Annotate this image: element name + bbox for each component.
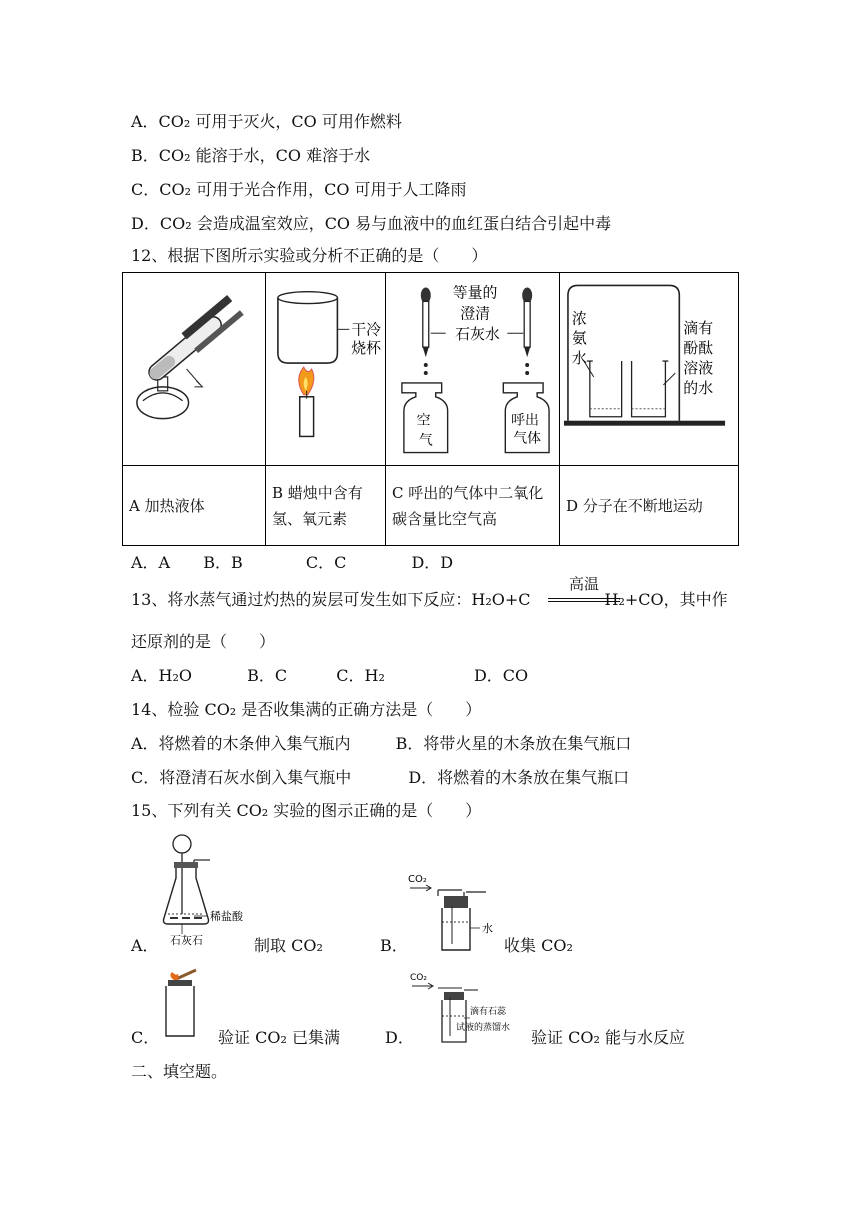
q13-choice-b: B．C — [247, 666, 288, 685]
litmus-label — [456, 1005, 510, 1033]
fig-dry-cold-cup — [266, 273, 386, 466]
q15-option-d-text: 验证 CO₂ 能与水反应 — [531, 1028, 685, 1047]
ammonia-label: 浓 氨 水 — [571, 309, 587, 368]
q14-row1 — [131, 733, 631, 755]
co2-label-d: CO₂ — [410, 973, 427, 983]
fig-limewater-comparison — [386, 273, 560, 466]
q11-option-b: B．CO₂ 能溶于水，CO 难溶于水 — [131, 146, 371, 165]
q13-stem-line2: 还原剂的是（ ） — [131, 632, 276, 651]
section-2-title: 二、填空题。 — [131, 1062, 228, 1081]
q13-stem-prefix: 13、将水蒸气通过灼热的炭层可发生如下反应：H₂O+C — [131, 590, 531, 609]
q12-choice-c: C．C — [305, 553, 347, 572]
q12-experiment-table — [122, 272, 739, 546]
q13-stem-suffix: H₂+CO，其中作 — [604, 590, 728, 609]
co2-label-b: CO₂ — [408, 874, 427, 885]
q11-option-a: A．CO₂ 可用于灭火，CO 可用作燃料 — [131, 112, 402, 131]
q14-option-d: D．将燃着的木条放在集气瓶口 — [408, 768, 630, 787]
q12-choices — [131, 552, 453, 574]
limewater-figure — [386, 273, 559, 465]
caption-b: B 蜡烛中含有氢、氧元素 — [266, 466, 386, 546]
caption-c: C 呼出的气体中二氧化碳含量比空气高 — [386, 466, 560, 546]
q11-option-d: D．CO₂ 会造成温室效应，CO 易与血液中的血红蛋白结合引起中毒 — [131, 214, 612, 233]
cold-cup-figure — [266, 273, 385, 465]
q13-condition: 高温 — [568, 575, 599, 593]
q15-option-a-letter: A． — [131, 936, 159, 955]
cup-label: 干冷 烧杯 — [351, 320, 382, 358]
q15-option-a-text: 制取 CO₂ — [254, 936, 323, 955]
phenol-label: 滴有 酚酞 溶液 的水 — [683, 319, 714, 397]
limewater-label: 等量的 澄清 石灰水 — [452, 283, 500, 344]
q15-option-c-letter: C． — [131, 1028, 160, 1047]
q12-choice-b: B．B — [203, 553, 243, 572]
acid-label: 稀盐酸 — [210, 910, 243, 923]
q11-option-c: C．CO₂ 可用于光合作用，CO 可用于人工降雨 — [131, 180, 467, 199]
q15-option-d-letter: D． — [385, 1028, 414, 1047]
q13-arrow-line-top — [548, 598, 620, 599]
q14-option-b: B．将带火星的木条放在集气瓶口 — [395, 734, 632, 753]
limestone-label: 石灰石 — [170, 934, 203, 947]
q13-choice-c: C．H₂ — [336, 666, 385, 685]
q15-stem: 15、下列有关 CO₂ 实验的图示正确的是（ ） — [131, 801, 482, 820]
q15-fig-b-bottle — [404, 870, 504, 954]
air-label: 空 气 — [416, 412, 433, 449]
q15-option-b-text: 收集 CO₂ — [504, 936, 573, 955]
q13-choice-d: D．CO — [473, 666, 529, 685]
litmus-label-line2: 试液的蒸馏水 — [456, 1023, 511, 1033]
q15-option-b-letter: B． — [380, 936, 408, 955]
q13-choice-a: A．H₂O — [131, 666, 193, 685]
q14-row2 — [131, 767, 629, 789]
q15-option-c-text: 验证 CO₂ 已集满 — [218, 1028, 340, 1047]
q12-stem: 12、根据下图所示实验或分析不正确的是（ ） — [131, 246, 488, 265]
caption-a: A 加热液体 — [123, 466, 266, 546]
q15-fig-a-flask — [160, 832, 252, 956]
q14-option-a: A．将燃着的木条伸入集气瓶内 — [131, 734, 351, 753]
q13-stem-line1 — [131, 589, 728, 611]
q15-fig-c-bottle — [160, 966, 220, 1042]
q15-fig-d-bottle — [408, 970, 532, 1048]
q14-option-c: C．将澄清石灰水倒入集气瓶中 — [131, 768, 352, 787]
caption-d: D 分子在不断地运动 — [560, 466, 739, 546]
water-label: 水 — [482, 922, 493, 935]
q12-choice-d: D．D — [411, 553, 454, 572]
heating-liquid-figure — [123, 273, 265, 465]
q14-stem: 14、检验 CO₂ 是否收集满的正确方法是（ ） — [131, 700, 482, 719]
q13-arrow-line-bottom — [548, 601, 620, 602]
exhaled-label: 呼出 气体 — [511, 412, 542, 447]
litmus-label-line1: 滴有石蕊 — [470, 1007, 507, 1017]
fig-heating-liquid — [123, 273, 266, 466]
molecule-motion-figure — [560, 273, 738, 465]
q13-choices — [131, 665, 528, 687]
fig-molecule-motion — [560, 273, 739, 466]
q12-choice-a: A．A — [131, 553, 171, 572]
